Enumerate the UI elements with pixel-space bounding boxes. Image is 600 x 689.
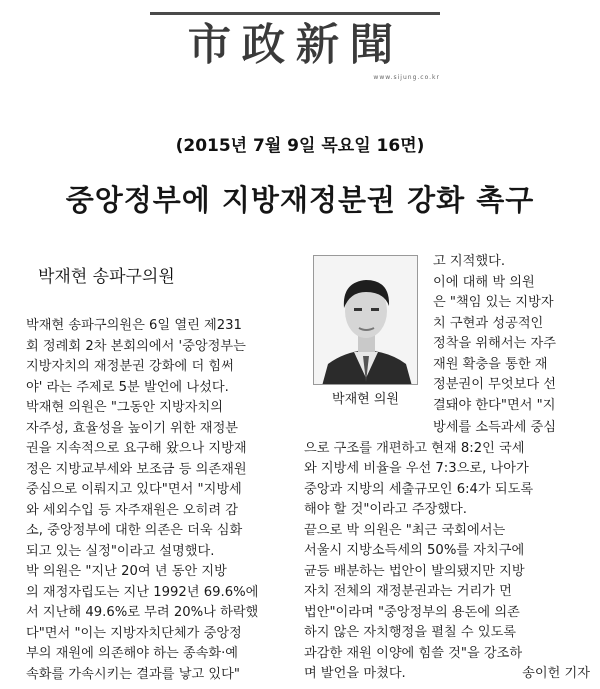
article-line: 치 구현과 성공적인 bbox=[433, 315, 544, 331]
article-line: 정착을 위해서는 자주 bbox=[433, 336, 557, 351]
article-line: 야' 라는 주제로 5분 발언에 나섰다. bbox=[26, 379, 229, 395]
article-line: 와 세외수입 등 자주재원은 오히려 감 bbox=[26, 502, 239, 518]
article-line: 서울시 지방소득세의 50%를 자치구에 bbox=[304, 543, 525, 558]
article-line-text: 며 발언을 마쳤다. bbox=[304, 666, 406, 681]
article-line: 자주성, 효율성을 높이기 위한 재정분 bbox=[26, 420, 239, 436]
article-column-right-top bbox=[433, 252, 589, 416]
article-line: 으로 구조를 개편하고 현재 8:2인 국세 bbox=[304, 440, 525, 456]
article-line: 방세를 소득과세 중심 bbox=[433, 420, 557, 435]
article-line: 권을 지속적으로 요구해 왔으나 지방재 bbox=[26, 441, 247, 456]
article-line: 자치 전체의 재정분권과는 거리가 먼 bbox=[304, 584, 512, 599]
article-line: 속화를 가속시키는 결과를 낳고 있다" bbox=[26, 666, 240, 682]
article-line: 하지 않은 자치행정을 펼칠 수 있도록 bbox=[304, 625, 517, 640]
photo-caption: 박재현 의원 bbox=[332, 392, 399, 407]
article-line: 균등 배분하는 법안이 발의됐지만 지방 bbox=[304, 563, 525, 579]
article-column-right-bottom bbox=[304, 418, 590, 685]
article-line: 정은 지방교부세와 보조금 등 의존재원 bbox=[26, 461, 247, 477]
article-line: 과감한 재원 이양에 힘쓸 것"을 강조하 bbox=[304, 645, 523, 661]
newspaper-masthead bbox=[150, 12, 440, 82]
article-line: 끝으로 박 의원은 "최근 국회에서는 bbox=[304, 522, 506, 538]
article-line: 중앙과 지방의 세출규모인 6:4가 되도록 bbox=[304, 481, 534, 497]
portrait-photo bbox=[313, 255, 418, 385]
reporter-name: 송이헌 기자 bbox=[522, 666, 590, 681]
article-line: 박재현 의원은 "그동안 지방자치의 bbox=[26, 400, 223, 415]
article-line: 다"면서 "이는 지방자치단체가 중앙정 bbox=[26, 625, 242, 641]
article-line bbox=[304, 664, 590, 685]
article-line: 소, 중앙정부에 대한 의존은 더욱 심화 bbox=[26, 523, 243, 538]
article-line: 은 "책임 있는 지방자 bbox=[433, 295, 554, 310]
article-line: 되고 있는 실정"이라고 설명했다. bbox=[26, 543, 215, 559]
article-line: 부의 재원에 의존해야 하는 종속화·예 bbox=[26, 646, 239, 661]
article-line: 법안"이라며 "중앙정부의 용돈에 의존 bbox=[304, 604, 520, 620]
article-line: 박재현 송파구의원은 6일 열린 제231 bbox=[26, 318, 242, 333]
article-line: 와 지방세 비율을 우선 7:3으로, 나아가 bbox=[304, 461, 529, 476]
article-headline: 중앙정부에 지방재정분권 강화 촉구 bbox=[65, 183, 535, 217]
portrait-figure bbox=[313, 255, 418, 408]
article-line: 박 의원은 "지난 20여 년 동안 지방 bbox=[26, 564, 227, 579]
portrait-photo-graphic bbox=[314, 256, 418, 385]
newspaper-title: 市政新聞 bbox=[150, 12, 440, 73]
article-line: 중심으로 이뤄지고 있다"면서 "지방세 bbox=[26, 482, 242, 497]
newspaper-url: www.sijung.co.kr bbox=[373, 74, 440, 81]
publication-dateline: (2015년 7월 9일 목요일 16면) bbox=[175, 136, 425, 156]
article-line: 해야 할 것"이라고 주장했다. bbox=[304, 502, 467, 517]
article-column-left bbox=[26, 316, 296, 685]
article-line: 지방자치의 재정분권 강화에 더 힘써 bbox=[26, 359, 234, 374]
article-line: 서 지난해 49.6%로 무려 20%나 하락했 bbox=[26, 605, 259, 620]
article-line: 정분권이 무엇보다 선 bbox=[433, 377, 557, 392]
article-line: 고 지적했다. bbox=[433, 254, 506, 269]
article-line: 의 재정자립도는 지난 1992년 69.6%에 bbox=[26, 584, 259, 600]
article-line: 재원 확충을 통한 재 bbox=[433, 356, 548, 372]
article-line: 회 정례회 2차 본회의에서 '중앙정부는 bbox=[26, 338, 246, 354]
article-line: 결돼야 한다"면서 "지 bbox=[433, 397, 556, 413]
article-byline: 박재현 송파구의원 bbox=[38, 267, 175, 287]
article-line: 이에 대해 박 의원 bbox=[433, 274, 535, 290]
